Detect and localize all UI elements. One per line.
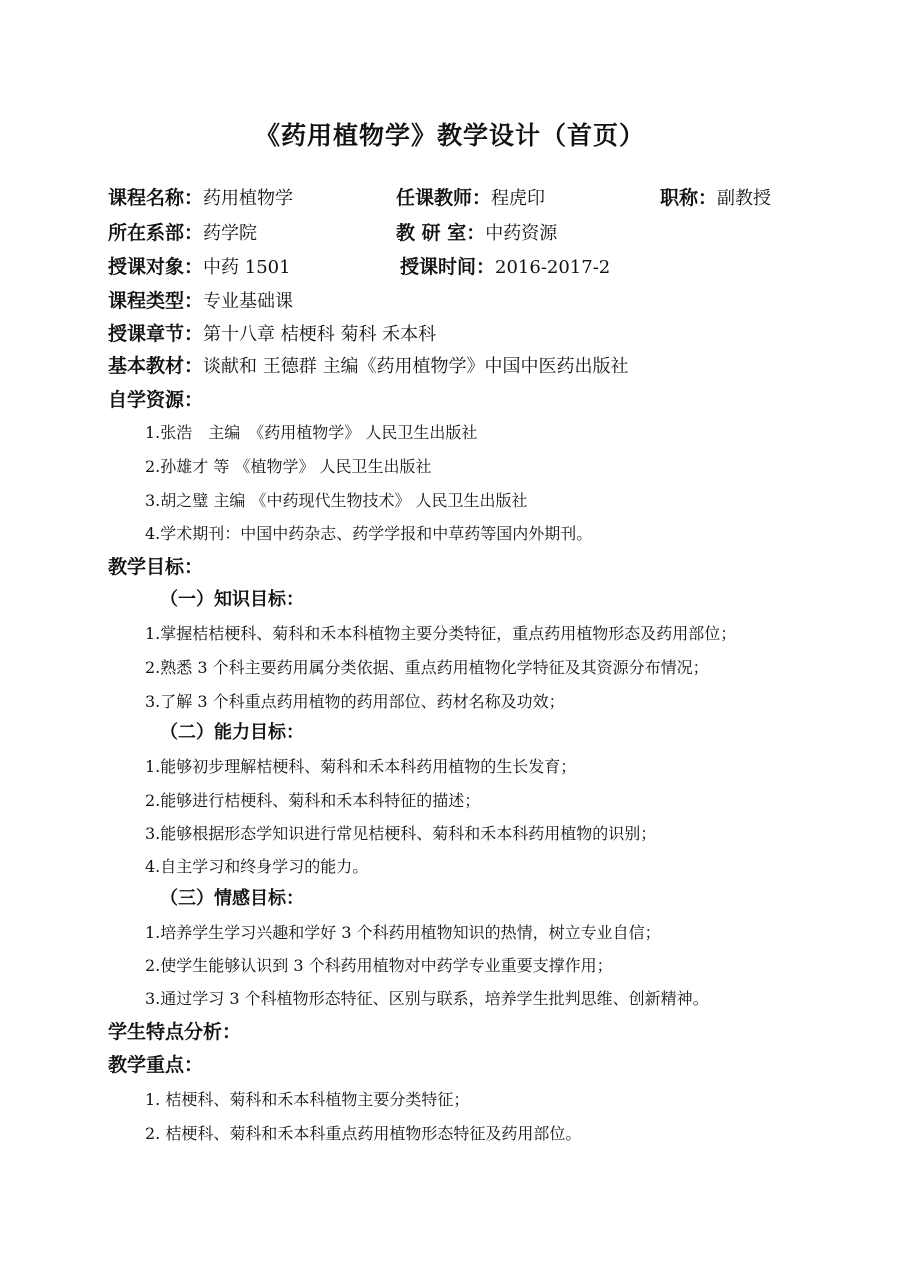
type-value: 专业基础课 [203,291,294,312]
knowledge-item: 2.熟悉 3 个科主要药用属分类依据、重点药用植物化学特征及其资源分布情况； [145,658,709,677]
target-label: 授课对象： [108,256,204,278]
rank-label: 职称： [660,187,718,209]
dept-value: 药学院 [203,223,258,244]
objectives-heading: 教学目标： [108,556,204,578]
emotion-heading: （三）情感目标： [160,888,304,909]
target-value: 中药 1501 [203,257,291,278]
course-name-label: 课程名称： [108,187,204,209]
key-point-item: 1. 桔梗科、菊科和禾本科植物主要分类特征； [145,1090,470,1109]
teacher-label: 任课教师： [396,187,492,209]
knowledge-item: 1.掌握桔桔梗科、菊科和禾本科植物主要分类特征，重点药用植物形态及药用部位； [145,624,737,643]
resource-item: 3.胡之璧 主编 《中药现代生物技术》 人民卫生出版社 [145,491,528,510]
resources-heading: 自学资源： [108,389,204,411]
chapter-value: 第十八章 桔梗科 菊科 禾本科 [203,324,437,345]
ability-item: 1.能够初步理解桔梗科、菊科和禾本科药用植物的生长发育； [145,757,577,776]
ability-item: 3.能够根据形态学知识进行常见桔梗科、菊科和禾本科药用植物的识别； [145,824,657,843]
page-title: 《药用植物学》教学设计（首页） [254,121,645,150]
emotion-item: 3.通过学习 3 个科植物形态特征、区别与联系，培养学生批判思维、创新精神。 [145,989,709,1008]
office-label: 教 研 室： [396,222,486,244]
knowledge-heading: （一）知识目标： [160,589,304,610]
ability-item: 2.能够进行桔梗科、菊科和禾本科特征的描述； [145,791,481,810]
time-label: 授课时间： [400,256,496,278]
ability-item: 4.自主学习和终身学习的能力。 [145,857,369,876]
teacher-value: 程虎印 [491,188,546,209]
type-label: 课程类型： [108,290,204,312]
dept-label: 所在系部： [108,222,204,244]
textbook-label: 基本教材： [108,355,204,377]
course-name-value: 药用植物学 [203,188,294,209]
knowledge-item: 3.了解 3 个科重点药用植物的药用部位、药材名称及功效； [145,692,565,711]
resource-item: 2.孙雄才 等 《植物学》 人民卫生出版社 [145,457,432,476]
office-value: 中药资源 [485,223,558,244]
key-points-heading: 教学重点： [108,1054,204,1076]
emotion-item: 2.使学生能够认识到 3 个科药用植物对中药学专业重要支撑作用； [145,956,613,975]
resource-item: 4.学术期刊：中国中药杂志、药学学报和中草药等国内外期刊。 [145,524,593,543]
student-analysis-heading: 学生特点分析： [108,1021,242,1043]
time-value: 2016-2017-2 [495,257,611,278]
ability-heading: （二）能力目标： [160,722,304,743]
emotion-item: 1.培养学生学习兴趣和学好 3 个科药用植物知识的热情，树立专业自信； [145,923,661,942]
textbook-value: 谈献和 王德群 主编《药用植物学》中国中医药出版社 [203,356,629,377]
rank-value: 副教授 [717,188,772,209]
key-point-item: 2. 桔梗科、菊科和禾本科重点药用植物形态特征及药用部位。 [145,1124,582,1143]
resource-item: 1.张浩 主编 《药用植物学》 人民卫生出版社 [145,423,478,442]
chapter-label: 授课章节： [108,323,204,345]
